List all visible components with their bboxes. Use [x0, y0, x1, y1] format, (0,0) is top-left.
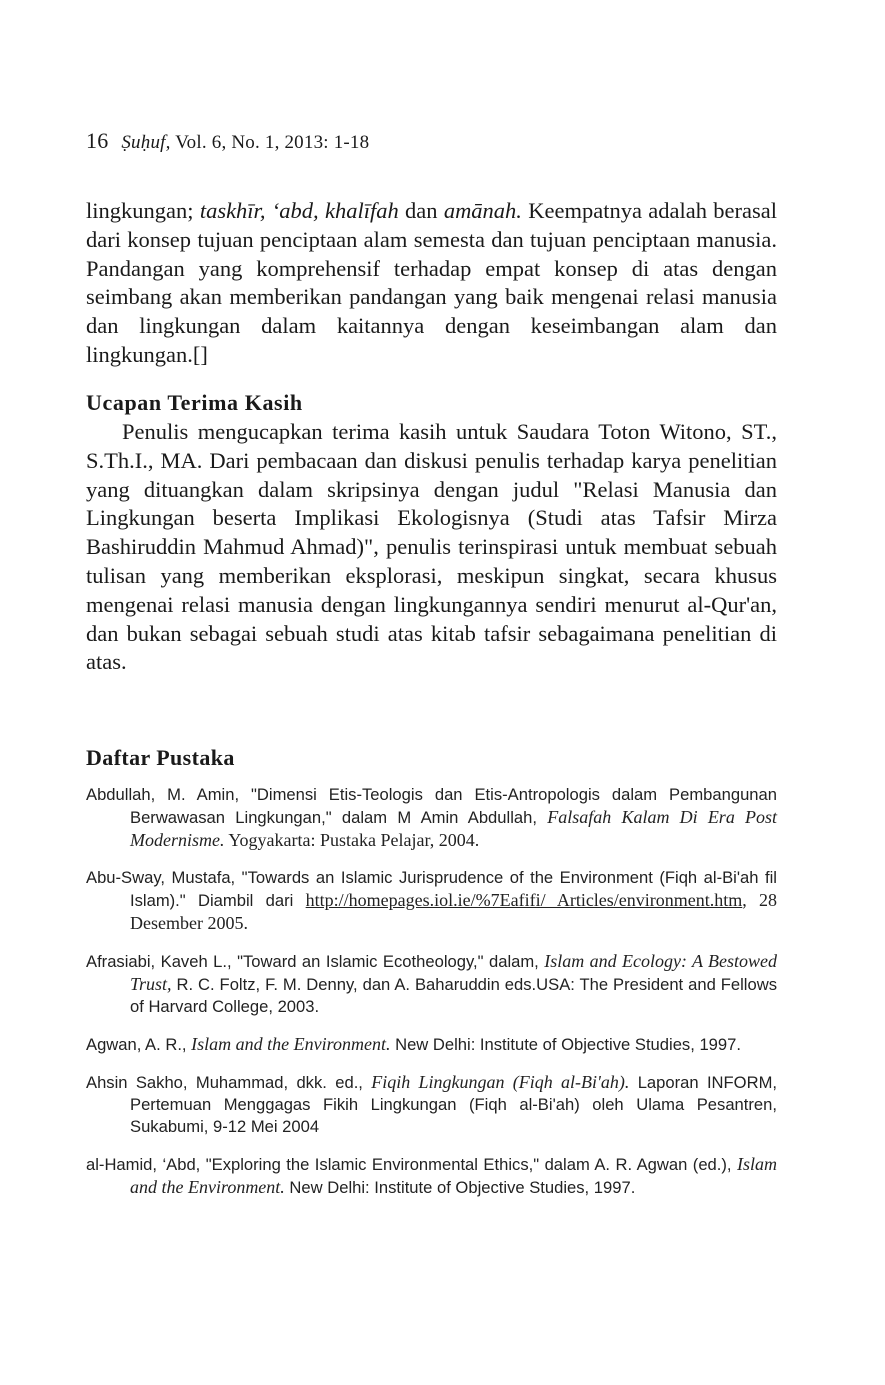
- reference-title: Fiqih Lingkungan (Fiqh al-Bi'ah).: [371, 1072, 630, 1092]
- intro-paragraph: [86, 197, 777, 370]
- bibliography-heading: Daftar Pustaka: [86, 745, 235, 770]
- journal-name: Ṣuḥuf,: [121, 132, 171, 153]
- intro-text: Keempatnya adalah berasal dari konsep tujuan penciptaan alam semesta dan tujuan penciptaan manusia. Pandangan yang komprehensif terhadap empat konsep di atas dengan seimbang akan memberikan pandangan yang baik mengenai relasi manusia dan lingkungan dalam kaitannya dengan keseimbangan alam dan lingkungan.[]: [86, 198, 777, 367]
- reference-link[interactable]: http://homepages.iol.ie/%7Eafifi/ Articles/environment.htm: [305, 890, 743, 910]
- term-amanah: amānah.: [443, 198, 522, 223]
- intro-text: lingkungan;: [86, 198, 200, 223]
- acknowledgement-paragraph: Penulis mengucapkan terima kasih untuk Saudara Toton Witono, ST., S.Th.I., MA. Dari pembacaan dan diskusi penulis terhadap karya penelitian yang dituangkan dalam skripsinya dengan judul "Relasi Manusia dan Lingkungan beserta Implikasi Ekologisnya (Studi atas Tafsir Mirza Bashiruddin Mahmud Ahmad)", penulis terinspirasi untuk membuat sebuah tulisan yang memberikan eksplorasi, meskipun singkat, secara khusus mengenai relasi manusia dengan lingkungannya sendiri menurut al-Qur'an, dan bukan sebagai sebuah studi atas kitab tafsir sebagaimana penelitian di atas.: [86, 419, 777, 675]
- term-abd: ‘abd,: [271, 198, 319, 223]
- intro-text: dan: [398, 198, 444, 223]
- reference-title: Falsafah Kalam Di Era Post Modernisme.: [130, 807, 777, 850]
- reference-item: Abu-Sway, Mustafa, "Towards an Islamic Jurisprudence of the Environment (Fiqh al-Bi'ah fil Islam)." Diambil dari http://homepages.iol.ie/%7Eafifi/ Articles/environment.htm, 28 Desember 2005.: [86, 868, 777, 933]
- reference-title: Islam and the Environment.: [130, 1154, 777, 1197]
- reference-title: Islam and the Environment.: [191, 1034, 391, 1054]
- acknowledgement-heading: Ucapan Terima Kasih: [86, 390, 303, 415]
- reference-item: Agwan, A. R., Islam and the Environment. New Delhi: Institute of Objective Studies, 1997.: [86, 1034, 741, 1054]
- reference-item: al-Hamid, ‘Abd, "Exploring the Islamic Environmental Ethics," dalam A. R. Agwan (ed.), Islam and the Environment. New Delhi: Institute of Objective Studies, 1997.: [86, 1154, 777, 1197]
- volume-info: Vol. 6, No. 1, 2013: 1-18: [175, 132, 370, 153]
- term-khalifah: khalīfah: [324, 198, 399, 223]
- reference-list: [86, 784, 777, 1214]
- running-header: [86, 128, 369, 154]
- reference-item: Afrasiabi, Kaveh L., "Toward an Islamic Ecotheology," dalam, Islam and Ecology: A Bestowed Trust, R. C. Foltz, F. M. Denny, dan A. Baharuddin eds.USA: The President and Fellows of Harvard College, 2003.: [86, 951, 777, 1016]
- term-taskhir: taskhīr,: [199, 198, 266, 223]
- page-number: 16: [86, 128, 109, 153]
- reference-item: Abdullah, M. Amin, "Dimensi Etis-Teologis dan Etis-Antropologis dalam Pembangunan Berwawasan Lingkungan," dalam M Amin Abdullah, Falsafah Kalam Di Era Post Modernisme. Yogyakarta: Pustaka Pelajar, 2004.: [86, 785, 777, 850]
- reference-title: Islam and Ecology: A Bestowed Trust,: [130, 951, 777, 994]
- reference-item: Ahsin Sakho, Muhammad, dkk. ed., Fiqih Lingkungan (Fiqh al-Bi'ah). Laporan INFORM, Pertemuan Menggagas Fikih Lingkungan (Fiqh al-Bi'ah) oleh Ulama Pesantren, Sukabumi, 9-12 Mei 2004: [86, 1072, 778, 1136]
